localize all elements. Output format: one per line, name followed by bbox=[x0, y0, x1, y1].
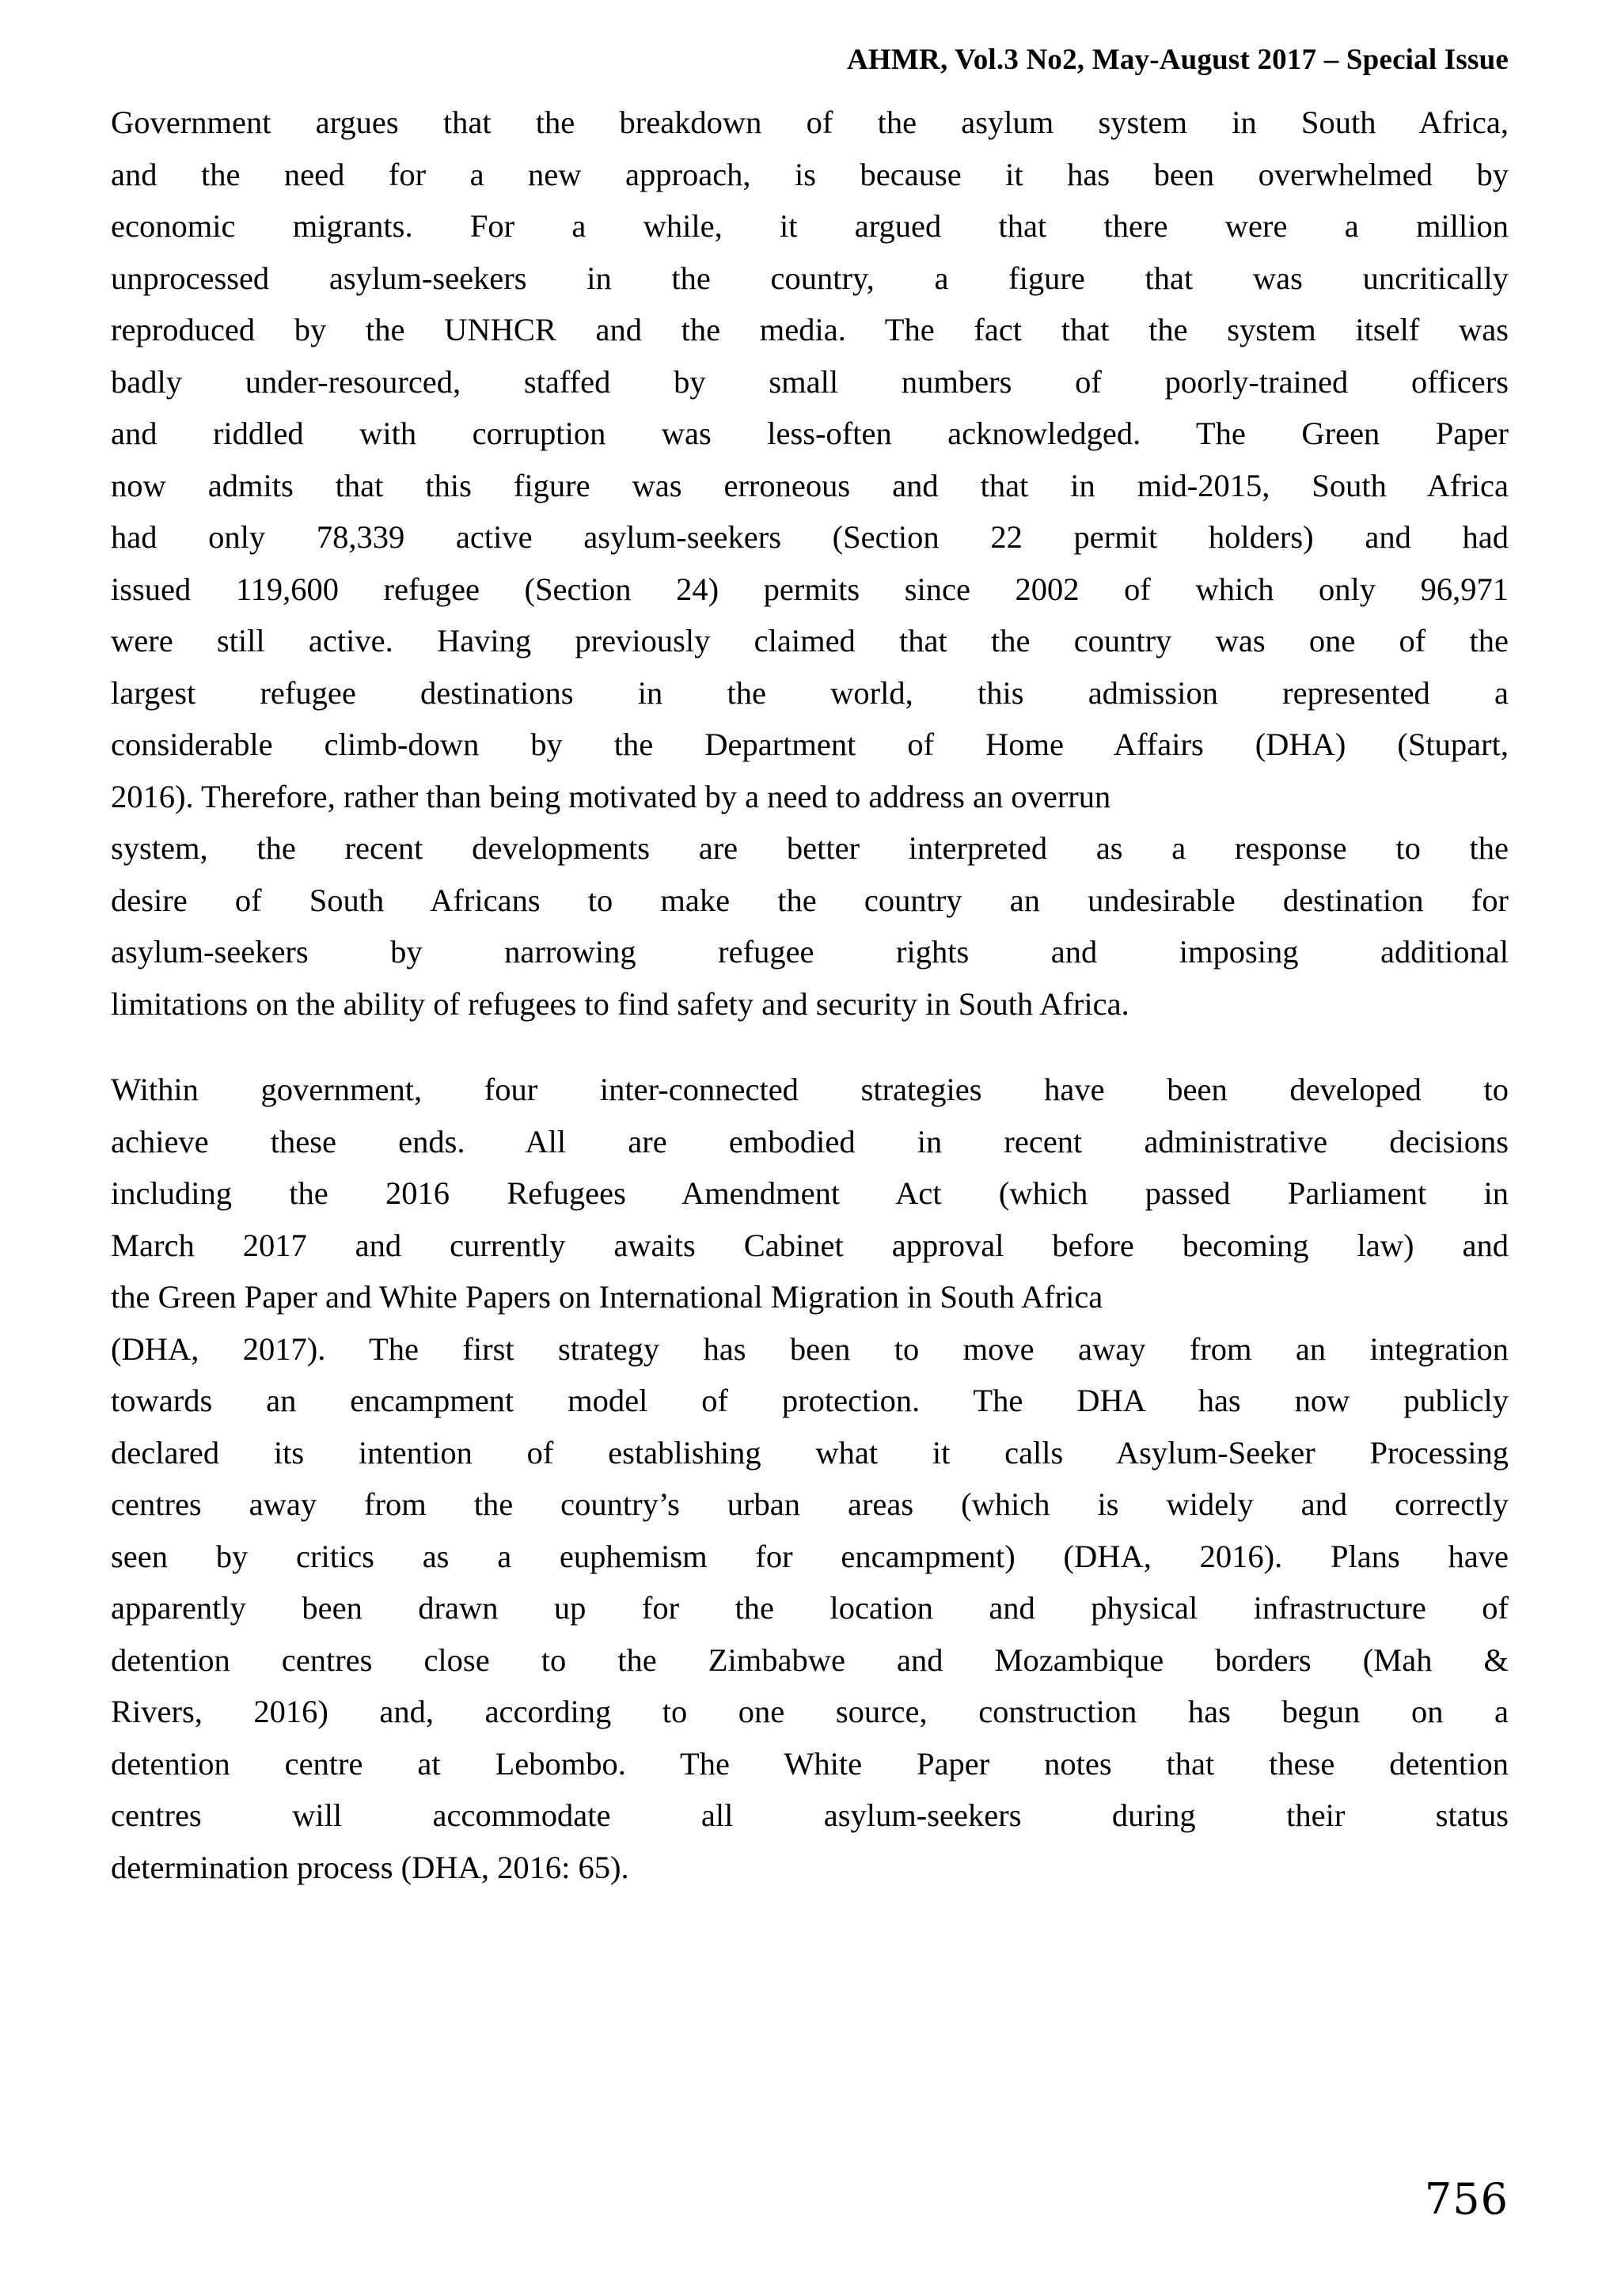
text-line: Within government, four inter-connected strategies have been developed to bbox=[111, 1072, 1509, 1107]
text-line: reproduced by the UNHCR and the media. The fact that the system itself was bbox=[111, 312, 1509, 347]
text-line: detention centres close to the Zimbabwe and Mozambique borders (Mah & bbox=[111, 1641, 1509, 1678]
text-line: March 2017 and currently awaits Cabinet approval before becoming law) and bbox=[111, 1227, 1509, 1263]
text-line: achieve these ends. All are embodied in recent administrative decisions bbox=[111, 1123, 1509, 1159]
paragraph-2 bbox=[111, 1064, 1509, 1893]
text-line: Government argues that the breakdown of the asylum system in South Africa, bbox=[111, 104, 1509, 140]
text-line: determination process (DHA, 2016: 65). bbox=[111, 1849, 629, 1885]
text-line: Rivers, 2016) and, according to one source, construction has begun on a bbox=[111, 1694, 1509, 1729]
text-line: the Green Paper and White Papers on International Migration in South Africa bbox=[111, 1279, 1103, 1315]
page-number: 756 bbox=[1424, 2174, 1509, 2224]
text-line: issued 119,600 refugee (Section 24) permits since 2002 of which only 96,971 bbox=[111, 571, 1509, 607]
text-line: system, the recent developments are better interpreted as a response to the bbox=[111, 830, 1509, 866]
text-line: apparently been drawn up for the location and physical infrastructure of bbox=[111, 1590, 1509, 1626]
paragraph-1 bbox=[111, 97, 1509, 1030]
text-line: seen by critics as a euphemism for encampment) (DHA, 2016). Plans have bbox=[111, 1538, 1509, 1574]
text-line: and riddled with corruption was less-often acknowledged. The Green Paper bbox=[111, 416, 1509, 451]
text-line: were still active. Having previously claimed that the country was one of the bbox=[111, 623, 1509, 658]
text-line: declared its intention of establishing what it calls Asylum-Seeker Processing bbox=[111, 1434, 1509, 1471]
text-line: detention centre at Lebombo. The White Paper notes that these detention bbox=[111, 1745, 1509, 1782]
running-head: AHMR, Vol.3 No2, May-August 2017 – Special Issue bbox=[847, 44, 1509, 76]
text-line: centres will accommodate all asylum-seekers during their status bbox=[111, 1797, 1509, 1833]
text-line: 2016). Therefore, rather than being motivated by a need to address an overrun bbox=[111, 778, 1111, 814]
text-line: largest refugee destinations in the world, this admission represented a bbox=[111, 674, 1509, 711]
text-line: towards an encampment model of protection. The DHA has now publicly bbox=[111, 1383, 1509, 1418]
text-line: desire of South Africans to make the country an undesirable destination for bbox=[111, 882, 1509, 918]
text-line: had only 78,339 active asylum-seekers (Section 22 permit holders) and had bbox=[111, 519, 1509, 555]
text-line: considerable climb-down by the Department of Home Affairs (DHA) (Stupart, bbox=[111, 727, 1509, 762]
text-line: unprocessed asylum-seekers in the country, a figure that was uncritically bbox=[111, 260, 1509, 296]
text-line: badly under-resourced, staffed by small numbers of poorly-trained officers bbox=[111, 363, 1509, 400]
body-text-column bbox=[111, 97, 1509, 1893]
text-line: (DHA, 2017). The first strategy has been to move away from an integration bbox=[111, 1330, 1509, 1367]
text-line: economic migrants. For a while, it argued that there were a million bbox=[111, 208, 1509, 244]
text-line: centres away from the country’s urban areas (which is widely and correctly bbox=[111, 1486, 1509, 1522]
text-line: limitations on the ability of refugees to find safety and security in South Africa. bbox=[111, 985, 1129, 1022]
text-line: including the 2016 Refugees Amendment Act (which passed Parliament in bbox=[111, 1175, 1509, 1211]
text-line: and the need for a new approach, is because it has been overwhelmed by bbox=[111, 156, 1509, 192]
text-line: asylum-seekers by narrowing refugee rights and imposing additional bbox=[111, 934, 1509, 970]
text-line: now admits that this figure was erroneous and that in mid-2015, South Africa bbox=[111, 467, 1509, 503]
